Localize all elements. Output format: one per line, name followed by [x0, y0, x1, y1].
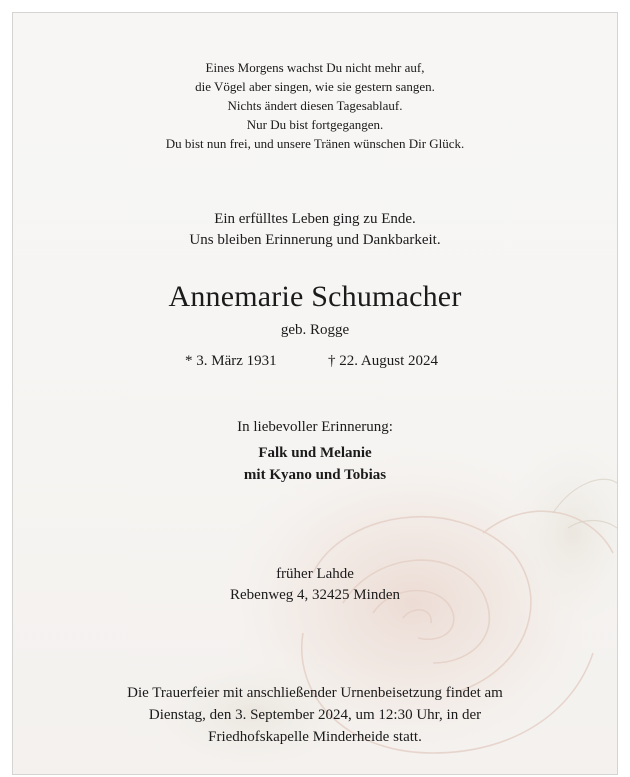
birth-date: * 3. März 1931 [185, 353, 277, 369]
mourners-heading: In liebevoller Erinnerung: [237, 419, 393, 435]
poem-line: Eines Morgens wachst Du nicht mehr auf, [205, 60, 425, 75]
obituary-card [12, 12, 618, 775]
ceremony-line: Friedhofskapelle Minderheide statt. [208, 729, 422, 745]
death-date: † 22. August 2024 [328, 353, 439, 369]
address-line: früher Lahde [276, 566, 354, 582]
ceremony-line: Die Trauerfeier mit anschließender Urnenbeisetzung findet am [127, 685, 503, 701]
ceremony-line: Dienstag, den 3. September 2024, um 12:30 Uhr, in der [148, 707, 482, 723]
deceased-name: Annemarie Schumacher [168, 280, 462, 313]
mourner-names: Falk und Melanie [258, 445, 372, 461]
poem-line: Nichts ändert diesen Tagesablauf. [227, 98, 403, 113]
poem-line: die Vögel aber singen, wie sie gestern sangen. [195, 79, 435, 94]
poem-line: Nur Du bist fortgegangen. [246, 117, 384, 132]
obituary-content [13, 13, 617, 774]
intro-line: Uns bleiben Erinnerung und Dankbarkeit. [189, 232, 441, 248]
poem-line: Du bist nun frei, und unsere Tränen wünschen Dir Glück. [165, 136, 465, 151]
mourner-names: mit Kyano und Tobias [243, 467, 387, 483]
intro-line: Ein erfülltes Leben ging zu Ende. [214, 211, 416, 227]
maiden-name: geb. Rogge [280, 322, 350, 338]
address-line: Rebenweg 4, 32425 Minden [230, 587, 400, 603]
